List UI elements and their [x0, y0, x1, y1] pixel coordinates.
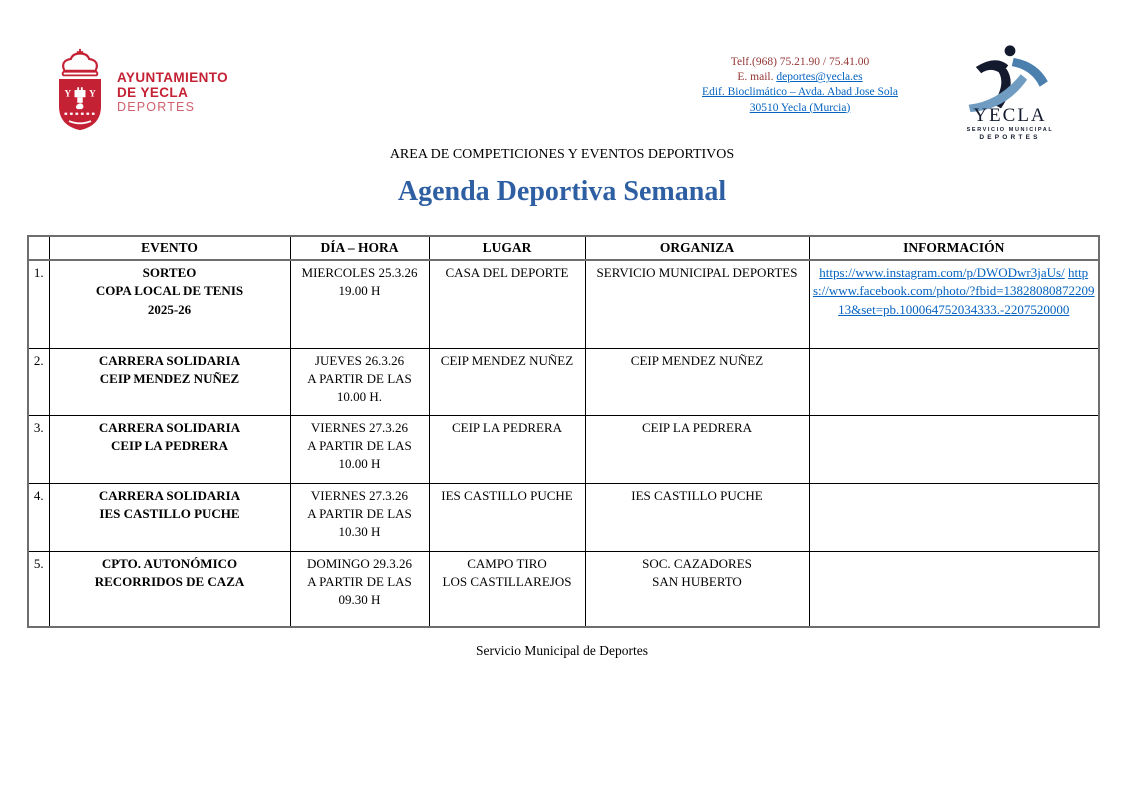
row-number-cell: 5.	[28, 551, 49, 627]
day-time-cell: VIERNES 27.3.26 A PARTIR DE LAS 10.30 H	[290, 483, 429, 551]
organizer-cell: IES CASTILLO PUCHE	[585, 483, 809, 551]
place-cell: IES CASTILLO PUCHE	[429, 483, 585, 551]
column-header-lugar: LUGAR	[429, 236, 585, 260]
column-header-row-number	[28, 236, 49, 260]
logo-right-subtitle2: DEPORTES	[979, 134, 1041, 141]
row-number-cell: 4.	[28, 483, 49, 551]
event-cell: SORTEO COPA LOCAL DE TENIS 2025-26	[49, 260, 290, 348]
table-row	[28, 348, 1099, 415]
row-number-cell: 1.	[28, 260, 49, 348]
info-link[interactable]: https://www.facebook.com/photo/?fbid=1382808087220913&set=pb.100064752034333.-2207520000	[812, 265, 1095, 317]
organizer-cell: CEIP MENDEZ NUÑEZ	[585, 348, 809, 415]
events-table-body	[28, 260, 1099, 627]
section-title: AREA DE COMPETICIONES Y EVENTOS DEPORTIVOS	[389, 147, 735, 162]
day-time-cell: DOMINGO 29.3.26 A PARTIR DE LAS 09.30 H	[290, 551, 429, 627]
info-link[interactable]: https://www.instagram.com/p/DWODwr3jaUs/	[819, 265, 1065, 280]
page-title: Agenda Deportiva Semanal	[397, 176, 727, 207]
agenda-table	[27, 235, 1100, 628]
column-header-evento: EVENTO	[49, 236, 290, 260]
logo-right-subtitle1: SERVICIO MUNICIPAL	[966, 127, 1054, 133]
svg-text:Y: Y	[89, 88, 96, 99]
column-header-informacion: INFORMACIÓN	[809, 236, 1099, 260]
table-header-row	[28, 236, 1099, 260]
table-row	[28, 483, 1099, 551]
place-cell: CEIP MENDEZ NUÑEZ	[429, 348, 585, 415]
day-time-cell: VIERNES 27.3.26 A PARTIR DE LAS 10.00 H	[290, 415, 429, 483]
event-cell: CARRERA SOLIDARIA IES CASTILLO PUCHE	[49, 483, 290, 551]
contact-address-link[interactable]: Edif. Bioclimático – Avda. Abad Jose Sola	[702, 86, 898, 99]
event-cell: CARRERA SOLIDARIA CEIP LA PEDRERA	[49, 415, 290, 483]
table-row	[28, 551, 1099, 627]
organizer-cell: SOC. CAZADORES SAN HUBERTO	[585, 551, 809, 627]
contact-email-line	[660, 70, 940, 85]
organizer-cell: SERVICIO MUNICIPAL DEPORTES	[585, 260, 809, 348]
contact-phone: Telf.(968) 75.21.90 / 75.41.00	[730, 56, 870, 68]
athlete-figure-icon	[942, 40, 1078, 112]
place-cell: CASA DEL DEPORTE	[429, 260, 585, 348]
place-cell: CEIP LA PEDRERA	[429, 415, 585, 483]
svg-text:Y: Y	[64, 88, 72, 99]
logo-right-title: YECLA	[973, 105, 1047, 126]
contact-email-link[interactable]: deportes@yecla.es	[776, 71, 863, 84]
info-cell	[809, 483, 1099, 551]
logo-text-deportes: DEPORTES	[117, 100, 196, 115]
event-cell: CARRERA SOLIDARIA CEIP MENDEZ NUÑEZ	[49, 348, 290, 415]
event-cell: CPTO. AUTONÓMICO RECORRIDOS DE CAZA	[49, 551, 290, 627]
footer-text: Servicio Municipal de Deportes	[475, 643, 649, 658]
table-row	[28, 415, 1099, 483]
ayuntamiento-logo	[52, 48, 228, 137]
contact-email-label: E. mail.	[737, 71, 777, 84]
logo-text-de-yecla: DE YECLA	[117, 85, 189, 101]
contact-city-link[interactable]: 30510 Yecla (Murcia)	[749, 101, 851, 114]
table-row	[28, 260, 1099, 348]
place-cell: CAMPO TIRO LOS CASTILLAREJOS	[429, 551, 585, 627]
row-number-cell: 2.	[28, 348, 49, 415]
day-time-cell: MIERCOLES 25.3.26 19.00 H	[290, 260, 429, 348]
row-number-cell: 3.	[28, 415, 49, 483]
info-cell	[809, 260, 1099, 348]
yecla-shield-icon	[52, 48, 108, 137]
day-time-cell: JUEVES 26.3.26 A PARTIR DE LAS 10.00 H.	[290, 348, 429, 415]
contact-block	[660, 55, 940, 116]
info-cell	[809, 348, 1099, 415]
column-header-organiza: ORGANIZA	[585, 236, 809, 260]
info-cell	[809, 415, 1099, 483]
info-cell	[809, 551, 1099, 627]
servicio-municipal-deportes-logo	[942, 40, 1078, 152]
logo-text-ayuntamiento: AYUNTAMIENTO	[117, 70, 229, 85]
column-header-dia-hora: DÍA – HORA	[290, 236, 429, 260]
organizer-cell: CEIP LA PEDRERA	[585, 415, 809, 483]
